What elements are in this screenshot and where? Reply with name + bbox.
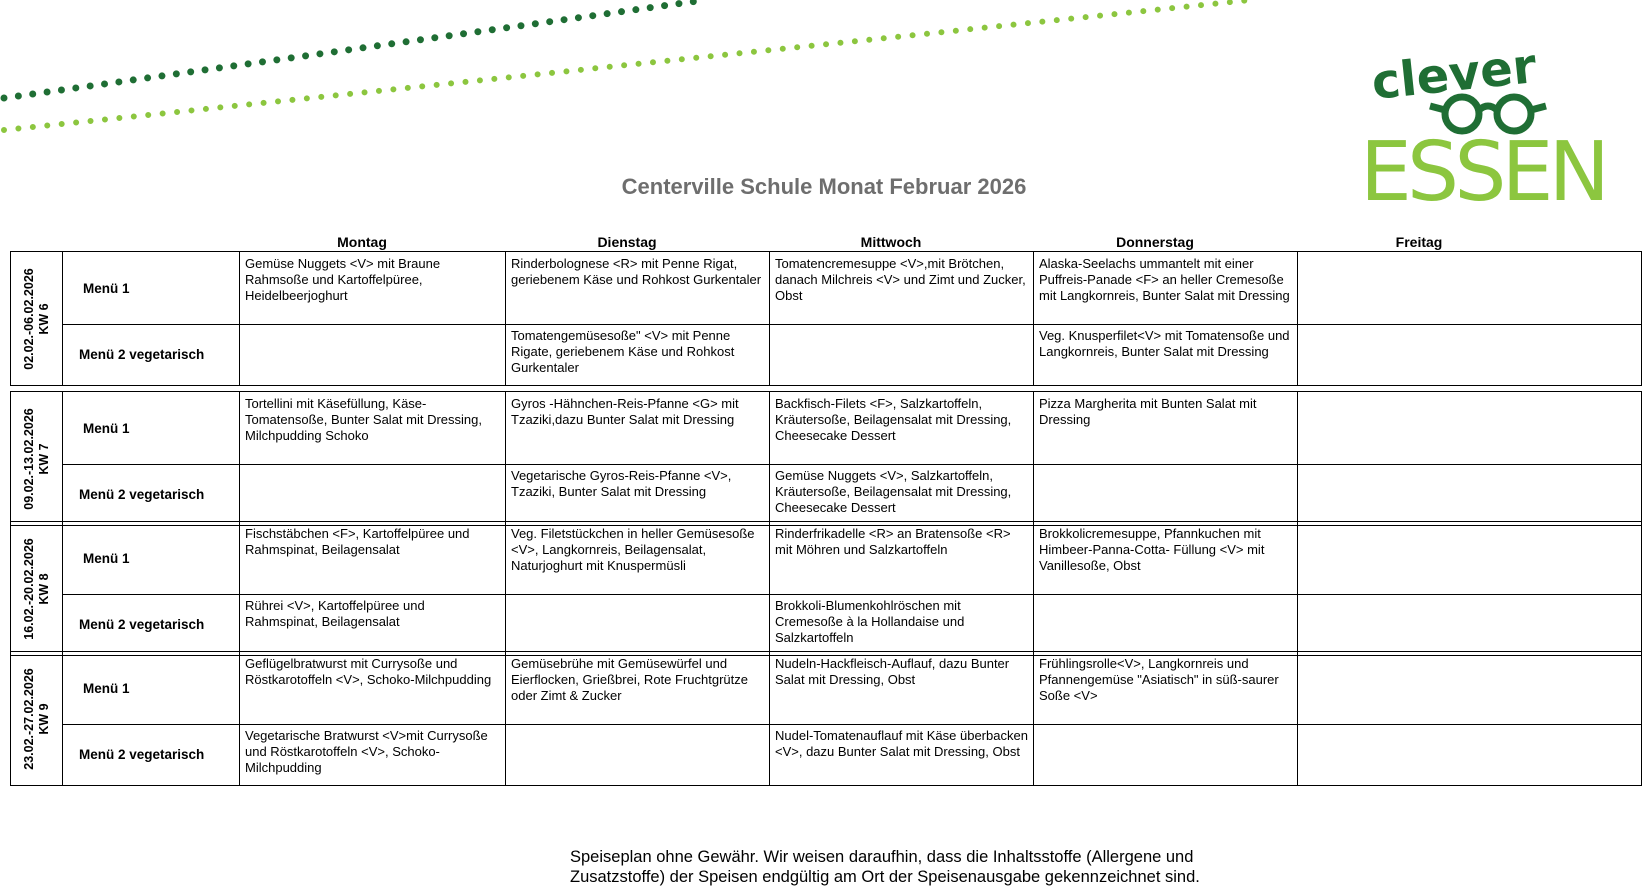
- meal-cell-monday: Fischstäbchen <F>, Kartoffelpüree und Rahmspinat, Beilagensalat: [240, 522, 506, 594]
- meal-cell-monday: [240, 324, 506, 385]
- meal-cell-friday: [1298, 464, 1641, 525]
- meal-cell-monday: Gemüse Nuggets <V> mit Braune Rahmsoße und Kartoffelpüree, Heidelbeerjoghurt: [240, 252, 506, 324]
- meal-cell-tuesday: Gemüsebrühe mit Gemüsewürfel und Eierflocken, Grießbrei, Rote Fruchtgrütze oder Zimt & Zucker: [506, 652, 770, 724]
- logo-text-clever: clever: [1369, 38, 1539, 111]
- meal-cell-friday: [1298, 324, 1641, 385]
- menu2-row: [63, 464, 1641, 525]
- meal-cell-monday: Geflügelbratwurst mit Currysoße und Röstkarotoffeln <V>, Schoko-Milchpudding: [240, 652, 506, 724]
- menu2-row: [63, 724, 1641, 785]
- day-header-thursday: Donnerstag: [1116, 234, 1194, 250]
- meal-cell-friday: [1298, 392, 1641, 464]
- day-header-wednesday: Mittwoch: [860, 234, 922, 250]
- meal-cell-wednesday: Gemüse Nuggets <V>, Salzkartoffeln, Kräutersoße, Beilagensalat mit Dressing, Cheesecake Dessert: [770, 464, 1034, 525]
- menu2-row: [63, 324, 1641, 385]
- week-label: [11, 392, 63, 525]
- meal-cell-friday: [1298, 652, 1641, 724]
- day-header-tuesday: Dienstag: [597, 234, 657, 250]
- logo-text-essen: ESSEN: [1360, 125, 1610, 220]
- menu2-label: Menü 2 vegetarisch: [63, 724, 240, 785]
- meal-cell-friday: [1298, 724, 1641, 785]
- meal-cell-thursday: Veg. Knusperfilet<V> mit Tomatensoße und Langkornreis, Bunter Salat mit Dressing: [1034, 324, 1298, 385]
- menu2-label: Menü 2 vegetarisch: [63, 324, 240, 385]
- disclaimer: [570, 847, 1290, 887]
- week-label: [11, 522, 63, 655]
- meal-cell-wednesday: Brokkoli-Blumenkohlröschen mit Cremesoße à la Hollandaise und Salzkartoffeln: [770, 594, 1034, 655]
- meal-cell-thursday: [1034, 724, 1298, 785]
- meal-cell-monday: [240, 464, 506, 525]
- decorative-dotted-lines: [0, 0, 1300, 140]
- menu2-row: [63, 594, 1641, 655]
- menu1-label: Menü 1: [63, 392, 240, 464]
- meal-cell-monday: Rührei <V>, Kartoffelpüree und Rahmspinat, Beilagensalat: [240, 594, 506, 655]
- day-header-monday: Montag: [337, 234, 387, 250]
- meal-cell-tuesday: Tomatengemüsesoße" <V> mit Penne Rigate, geriebenem Käse und Rohkost Gurkentaler: [506, 324, 770, 385]
- week-label-text: 02.02.-06.02.2026 KW 6: [21, 267, 51, 370]
- meal-cell-wednesday: Tomatencremesuppe <V>,mit Brötchen, danach Milchreis <V> und Zimt und Zucker, Obst: [770, 252, 1034, 324]
- menu1-label: Menü 1: [63, 652, 240, 724]
- disclaimer-line-2: Zusatzstoffe) der Speisen endgültig am Ort der Speisenausgabe gekennzeichnet sind.: [570, 868, 1200, 886]
- meal-cell-tuesday: Veg. Filetstückchen in heller Gemüsesoße <V>, Langkornreis, Beilagensalat, Naturjoghurt mit Knuspermüsli: [506, 522, 770, 594]
- week-label: [11, 652, 63, 785]
- meal-cell-tuesday: [506, 594, 770, 655]
- meal-cell-thursday: Frühlingsrolle<V>, Langkornreis und Pfannengemüse "Asiatisch" in süß-saurer Soße <V>: [1034, 652, 1298, 724]
- week-block-kw7: [10, 391, 1642, 526]
- meal-cell-wednesday: Nudel-Tomatenauflauf mit Käse überbacken <V>, dazu Bunter Salat mit Dressing, Obst: [770, 724, 1034, 785]
- meal-cell-monday: Vegetarische Bratwurst <V>mit Currysoße und Röstkarotoffeln <V>, Schoko-Milchpudding: [240, 724, 506, 785]
- menu1-row: [63, 522, 1641, 595]
- meal-cell-tuesday: Rinderbolognese <R> mit Penne Rigat, geriebenem Käse und Rohkost Gurkentaler: [506, 252, 770, 324]
- week-block-kw6: [10, 251, 1642, 386]
- meal-cell-thursday: [1034, 464, 1298, 525]
- meal-cell-wednesday: Backfisch-Filets <F>, Salzkartoffeln, Kräutersoße, Beilagensalat mit Dressing, Cheesecake Dessert: [770, 392, 1034, 464]
- light-dotted-line: [4, 0, 1250, 130]
- week-label-text: 23.02.-27.02.2026 KW 9: [21, 667, 51, 770]
- menu2-label: Menü 2 vegetarisch: [63, 594, 240, 655]
- dark-dotted-line: [4, 0, 705, 98]
- menu1-row: [63, 252, 1641, 325]
- meal-cell-wednesday: Rinderfrikadelle <R> an Bratensoße <R> mit Möhren und Salzkartoffeln: [770, 522, 1034, 594]
- meal-cell-thursday: Alaska-Seelachs ummantelt mit einer Puffreis-Panade <F> an heller Cremesoße mit Langkornreis, Bunter Salat mit Dressing: [1034, 252, 1298, 324]
- week-label-text: 16.02.-20.02.2026 KW 8: [21, 537, 51, 640]
- meal-cell-wednesday: Nudeln-Hackfleisch-Auflauf, dazu Bunter Salat mit Dressing, Obst: [770, 652, 1034, 724]
- meal-cell-tuesday: [506, 724, 770, 785]
- meal-cell-wednesday: [770, 324, 1034, 385]
- menu1-label: Menü 1: [63, 252, 240, 324]
- week-label-text: 09.02.-13.02.2026 KW 7: [21, 407, 51, 510]
- week-label: [11, 252, 63, 385]
- page-title: Centerville Schule Monat Februar 2026: [621, 174, 1027, 199]
- meal-cell-tuesday: Gyros -Hähnchen-Reis-Pfanne <G> mit Tzaziki,dazu Bunter Salat mit Dressing: [506, 392, 770, 464]
- meal-cell-friday: [1298, 594, 1641, 655]
- disclaimer-line-1: Speiseplan ohne Gewähr. Wir weisen daraufhin, dass die Inhaltsstoffe (Allergene und: [570, 848, 1194, 866]
- menu1-label: Menü 1: [63, 522, 240, 594]
- meal-cell-thursday: [1034, 594, 1298, 655]
- week-block-kw8: [10, 521, 1642, 656]
- week-block-kw9: [10, 651, 1642, 786]
- meal-cell-friday: [1298, 252, 1641, 324]
- meal-cell-thursday: Brokkolicremesuppe, Pfannkuchen mit Himbeer-Panna-Cotta- Füllung <V> mit Vanillesoße, Obst: [1034, 522, 1298, 594]
- meal-cell-thursday: Pizza Margherita mit Bunten Salat mit Dressing: [1034, 392, 1298, 464]
- day-header-friday: Freitag: [1395, 234, 1443, 250]
- meal-cell-monday: Tortellini mit Käsefüllung, Käse-Tomatensoße, Bunter Salat mit Dressing, Milchpudding Schoko: [240, 392, 506, 464]
- meal-cell-friday: [1298, 522, 1641, 594]
- menu1-row: [63, 392, 1641, 465]
- meal-cell-tuesday: Vegetarische Gyros-Reis-Pfanne <V>, Tzaziki, Bunter Salat mit Dressing: [506, 464, 770, 525]
- menu1-row: [63, 652, 1641, 725]
- menu2-label: Menü 2 vegetarisch: [63, 464, 240, 525]
